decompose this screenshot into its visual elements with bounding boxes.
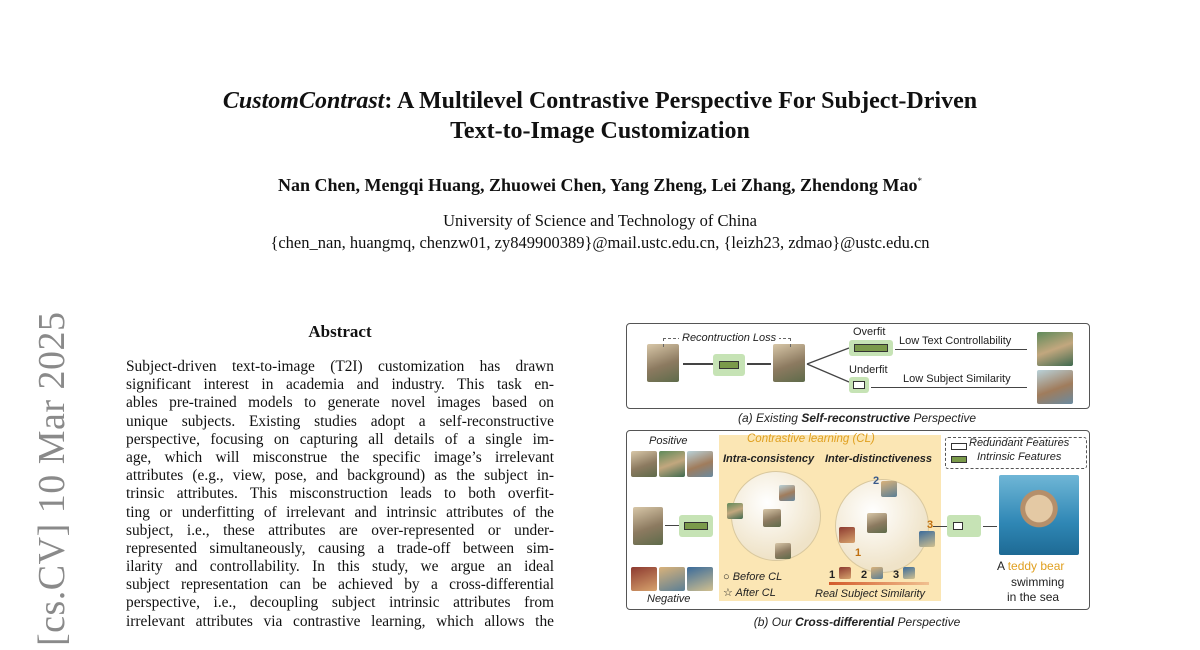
before-cl-label: Before CL: [732, 571, 783, 583]
positive-image-3: [687, 451, 713, 477]
prompt-highlight: teddy bear: [1007, 559, 1065, 573]
inter-number-1: 1: [855, 547, 862, 559]
panel-a-caption-suffix: Perspective: [910, 411, 977, 425]
panel-b-caption-suffix: Perspective: [894, 615, 961, 629]
generated-image: [999, 475, 1079, 555]
arrow: [895, 349, 1027, 350]
abstract-line: trinsic attributes. This misconstruction leads to both overfit-: [126, 485, 554, 503]
legend-redundant: Redundant Features: [969, 437, 1070, 449]
negative-image-1: [631, 567, 657, 591]
real-similarity-label: Real Subject Similarity: [815, 588, 926, 600]
panel-b-caption: [626, 615, 1088, 629]
inter-sample-image-1: [881, 481, 897, 497]
abstract-heading: Abstract: [308, 322, 372, 341]
abstract-line: attributes (e.g., view, pose, and background) as the subject in-: [126, 467, 554, 485]
prompt-line-3: in the sea: [1007, 590, 1060, 604]
arxiv-stamp: [22, 300, 72, 650]
abstract-line: ables pre-trained models to generate novel images based on: [126, 394, 554, 412]
underfit-result: Low Subject Similarity: [903, 373, 1011, 385]
abstract-line: perspective, focusing on capturing all details of a single im-: [126, 430, 554, 448]
anchor-feature-bar-icon: [684, 522, 708, 530]
panel-b: [626, 430, 1090, 610]
overfit-label: Overfit: [853, 326, 886, 338]
abstract-line: perspective, i.e., decoupling subject intrinsic attributes from: [126, 594, 554, 612]
intra-sample-image-3: [775, 543, 791, 559]
positive-label: Positive: [649, 435, 688, 447]
underfit-feature-bar-icon: [853, 381, 865, 389]
figure-1: [626, 323, 1092, 633]
similarity-bar: [829, 582, 929, 585]
panel-b-caption-bold: Cross-differential: [795, 615, 895, 629]
branch-arrows: [805, 340, 855, 390]
abstract-line: represented simultaneously, causing a trade-off between sim-: [126, 539, 554, 557]
arrow: [983, 526, 997, 527]
anchor-image: [633, 507, 663, 545]
inter-anchor-image: [867, 513, 887, 533]
after-cl-legend: ☆ After CL: [723, 587, 776, 599]
before-cl-legend: ○ Before CL: [723, 571, 783, 583]
title-rest: : A Multilevel Contrastive Perspective For Subject-Driven: [384, 88, 978, 114]
positive-image-2: [659, 451, 685, 477]
abstract-line: ilarity and controllability. In this study, we argue an ideal: [126, 558, 554, 576]
author-list: Nan Chen, Mengqi Huang, Zhuowei Chen, Yang Zheng, Lei Zhang, Zhendong Mao: [278, 175, 918, 195]
after-cl-label: After CL: [735, 587, 776, 599]
cl-title: Contrastive learning (CL): [747, 433, 875, 445]
input-bear-image: [647, 344, 679, 382]
negative-image-3: [687, 567, 713, 591]
affiliation: University of Science and Technology of China: [443, 211, 757, 230]
rank-1: 1: [829, 569, 836, 581]
redundant-feature-icon: [951, 443, 967, 450]
abstract-body: [126, 358, 554, 631]
arrow: [933, 526, 947, 527]
arxiv-stamp-text: [cs.CV] 10 Mar 2025: [31, 311, 73, 646]
abstract-line: significant interest in academia and industry. This task en-: [126, 376, 554, 394]
abstract-line: subject representation can be achieved by a cross-differential: [126, 576, 554, 594]
rank-2: 2: [861, 569, 868, 581]
panel-a-caption-bold: Self-reconstructive: [801, 411, 911, 425]
inter-number-3: 3: [927, 519, 934, 531]
abstract-line: age, which will misconstrue the specific image’s irrelevant: [126, 448, 554, 466]
overfit-result: Low Text Controllability: [899, 335, 1012, 347]
inter-sample-image-2: [839, 527, 855, 543]
arrow: [683, 363, 713, 365]
inter-number-2: 2: [873, 475, 880, 487]
underfit-output-image: [1037, 370, 1073, 404]
underfit-label: Underfit: [849, 364, 888, 376]
authors: [0, 175, 1200, 196]
overfit-output-image: [1037, 332, 1073, 366]
overfit-feature-bar-icon: [854, 344, 888, 352]
emails: {chen_nan, huangmq, chenzw01, zy849900389}@mail.ustc.edu.cn, {leizh23, zdmao}@ustc.edu.cn: [270, 233, 930, 252]
negative-image-2: [659, 567, 685, 591]
rank-3: 3: [893, 569, 900, 581]
title-italic: CustomContrast: [222, 88, 385, 114]
prompt-a: A: [997, 559, 1008, 573]
corresponding-mark: *: [917, 176, 922, 186]
panel-a-caption: [626, 411, 1088, 425]
rank-image-3: [903, 567, 915, 579]
paper-title: [0, 86, 1200, 146]
abstract-line: ting or underfitting of irrelevant and intrinsic attributes of the: [126, 503, 554, 521]
positive-image-1: [631, 451, 657, 477]
abstract-line: irrelevant attributes via contrastive learning, which allows the: [126, 612, 554, 630]
output-feature-bar-icon: [953, 522, 963, 530]
rank-image-2: [871, 567, 883, 579]
inter-distinctiveness-label: Inter-distinctiveness: [825, 453, 932, 465]
abstract-line: subject, i.e., these attributes are over-represented or under-: [126, 521, 554, 539]
arrow: [871, 387, 1027, 388]
panel-a-caption-prefix: (a) Existing: [737, 411, 802, 425]
arrow: [665, 525, 679, 526]
arrow: [747, 363, 771, 365]
intra-anchor-image: [763, 509, 781, 527]
intra-sample-image-1: [727, 503, 743, 519]
abstract-line: Subject-driven text-to-image (T2I) customization has drawn: [126, 358, 554, 375]
intrinsic-feature-icon: [951, 456, 967, 463]
inter-sample-image-3: [919, 531, 935, 547]
panel-b-caption-prefix: (b) Our: [753, 615, 796, 629]
rank-image-1: [839, 567, 851, 579]
intra-consistency-label: Intra-consistency: [723, 453, 815, 465]
prompt-line-1: [997, 559, 1064, 573]
feature-bar-icon: [719, 361, 739, 369]
abstract-line: unique subjects. Existing studies adopt a self-reconstructive: [126, 412, 554, 430]
title-line-2: Text-to-Image Customization: [450, 118, 750, 144]
negative-label: Negative: [647, 593, 691, 605]
intra-sample-image-2: [779, 485, 795, 501]
reconstruction-loss-label: Recontruction Loss: [679, 332, 779, 344]
reconstructed-bear-image: [773, 344, 805, 382]
prompt-line-2: swimming: [1011, 575, 1065, 589]
panel-a: [626, 323, 1090, 409]
legend-intrinsic: Intrinsic Features: [977, 451, 1062, 463]
